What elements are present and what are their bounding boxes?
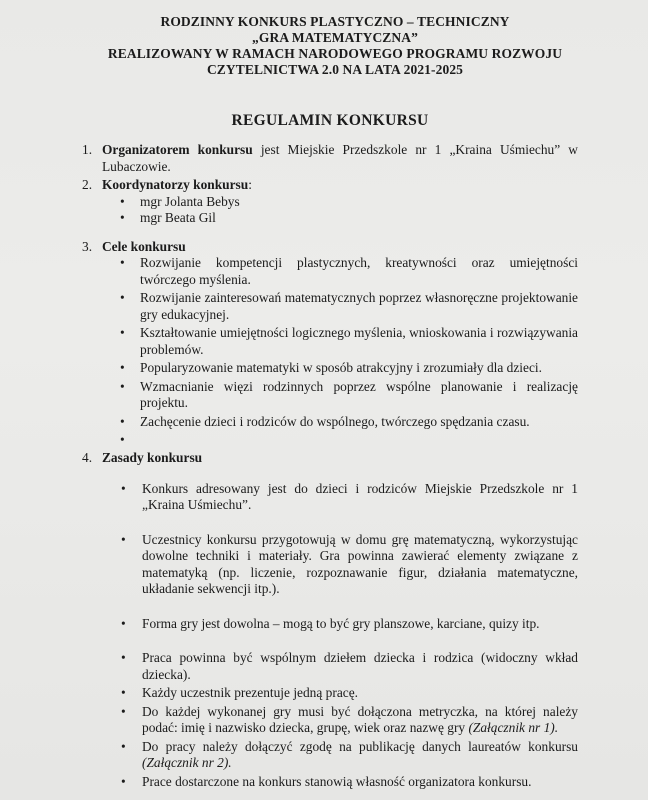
list-item (102, 360, 578, 377)
list-item-text: Rozwijanie zainteresowań matematycznych poprzez własnoręczne projektowanie gry edukacyjnej. (140, 290, 578, 322)
list-item (102, 685, 578, 702)
list-item (102, 432, 578, 448)
bullet-icon: • (120, 378, 125, 394)
list-item-text: Uczestnicy konkursu przygotowują w domu grę matematyczną, wykorzystując dowolne techniki i materiały. Gra powinna zawierać elementy związane z matematyką (np. liczenie, rozpoznawanie figur, działania matematyczne, układanie sekwencji itp.). (142, 531, 578, 596)
list-item-text: Rozwijanie kompetencji plastycznych, kreatywności oraz umiejętności twórczego myślenia. (140, 255, 578, 287)
section-colon: : (248, 177, 252, 192)
list-item (102, 414, 578, 431)
list-item (102, 532, 578, 598)
bullet-icon: • (121, 650, 126, 665)
section-coordinators (82, 177, 578, 227)
list-item (102, 210, 578, 227)
attachment-reference: (Załącznik nr 1). (468, 720, 559, 735)
list-item (102, 616, 578, 633)
header-line-1: RODZINNY KONKURS PLASTYCZNO – TECHNICZNY (160, 14, 510, 29)
header-line-3: REALIZOWANY W RAMACH NARODOWEGO PROGRAMU ROZWOJU (107, 46, 563, 61)
list-item-text: Wzmacnianie więzi rodzinnych poprzez wspólne planowanie i realizację projektu. (140, 378, 578, 410)
section-number: 3. (82, 238, 93, 254)
bullet-icon: • (120, 290, 125, 305)
document-title: REGULAMIN KONKURSU (231, 112, 429, 129)
list-item (102, 704, 578, 737)
attachment-reference: (Załącznik nr 2). (142, 755, 232, 770)
bullet-icon: • (121, 685, 126, 700)
section-goals (82, 239, 578, 449)
list-item-text: Konkurs adresowany jest do dzieci i rodziców Miejskie Przedszkole nr 1 „Kraina Uśmiechu”. (142, 480, 578, 512)
list-item (102, 481, 578, 514)
document-header (62, 14, 608, 78)
list-item-text: Zachęcenie dzieci i rodziców do wspólnego, twórczego spędzania czasu. (140, 413, 530, 429)
section-label: Cele konkursu (102, 238, 186, 254)
list-item (102, 774, 578, 791)
bullet-icon: • (121, 703, 126, 719)
list-item-text: Forma gry jest dowolna – mogą to być gry planszowe, karciane, quizy itp. (142, 615, 540, 631)
list-item-text: Do każdej wykonanej gry musi być dołączona metryczka, na której należy podać: imię i nazwisko dziecka, grupę, wiek oraz nazwę gry (142, 703, 578, 735)
section-label: Koordynatorzy konkursu (102, 177, 249, 192)
list-item (102, 194, 578, 211)
section-number: 1. (82, 142, 93, 157)
section-heading (102, 450, 578, 467)
bullet-icon: • (120, 193, 125, 209)
bullet-icon: • (121, 615, 126, 631)
bullet-icon: • (120, 432, 125, 447)
list-item (102, 379, 578, 412)
organizer-text: jest Miejskie Przedszkole nr 1 „Kraina Uśmiechu” w Lubaczowie. (102, 142, 578, 174)
section-organizer (82, 142, 578, 175)
bullet-icon: • (120, 255, 125, 270)
section-label: Zasady konkursu (102, 450, 203, 465)
section-number: 2. (82, 177, 93, 192)
bullet-icon: • (121, 773, 126, 789)
list-item-text: Popularyzowanie matematyki w sposób atrakcyjny i zrozumiały dla dzieci. (140, 360, 542, 375)
goals-list (102, 255, 578, 448)
section-text (102, 142, 578, 175)
bullet-icon: • (121, 531, 126, 547)
section-rules (82, 450, 578, 790)
list-item-text: Prace dostarczone na konkurs stanowią własność organizatora konkursu. (142, 773, 532, 789)
list-item-text: Kształtowanie umiejętności logicznego myślenia, wnioskowania i rozwiązywania problemów. (140, 325, 578, 357)
coordinators-list (102, 194, 578, 227)
list-item (102, 325, 578, 358)
section-heading (102, 239, 578, 256)
section-heading (102, 177, 578, 194)
bullet-icon: • (121, 480, 126, 496)
list-item-text: mgr Beata Gil (140, 210, 216, 225)
list-item (102, 650, 578, 683)
header-line-2: „GRA MATEMATYCZNA” (252, 30, 418, 45)
list-item-text: mgr Jolanta Bebys (140, 193, 240, 209)
bullet-icon: • (120, 413, 125, 429)
bullet-icon: • (120, 325, 125, 340)
bullet-icon: • (120, 360, 125, 375)
list-item-text: Każdy uczestnik prezentuje jedną pracę. (142, 685, 358, 700)
list-item (102, 739, 578, 772)
list-item (102, 290, 578, 323)
rules-list (102, 481, 578, 791)
bullet-icon: • (120, 210, 125, 225)
section-number: 4. (82, 450, 93, 465)
list-item-text: Praca powinna być wspólnym dziełem dziecka i rodzica (widoczny wkład dziecka). (142, 650, 578, 682)
list-item-text: Do pracy należy dołączyć zgodę na publikację danych laureatów konkursu (142, 738, 578, 754)
section-label: Organizatorem konkursu (102, 142, 253, 157)
list-item (102, 255, 578, 288)
header-line-4: CZYTELNICTWA 2.0 NA LATA 2021-2025 (206, 62, 464, 77)
bullet-icon: • (121, 738, 126, 754)
